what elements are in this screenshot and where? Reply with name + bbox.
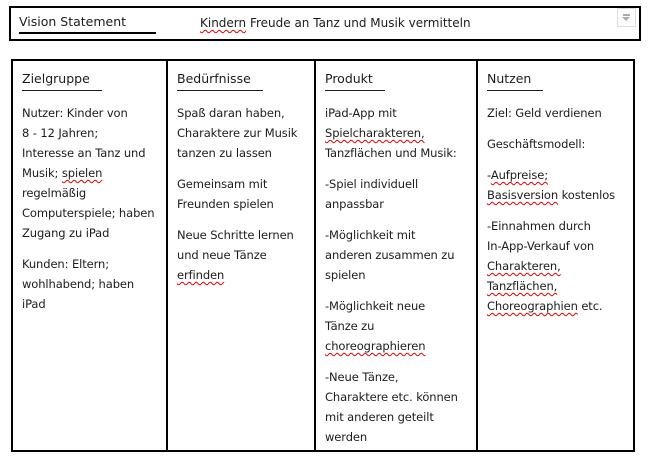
column-produkt[interactable] bbox=[314, 61, 476, 450]
paragraph bbox=[325, 174, 468, 214]
column-title-row bbox=[487, 68, 625, 103]
paragraph bbox=[487, 216, 625, 316]
vision-statement-label: Vision Statement bbox=[19, 14, 156, 34]
text-line: Charaktere etc. können bbox=[325, 390, 458, 404]
text-line bbox=[487, 276, 625, 296]
paragraph bbox=[325, 367, 468, 447]
text-line: Ziel: Geld verdienen bbox=[487, 106, 602, 120]
text-line: Gemeinsam mit bbox=[177, 177, 268, 191]
text-line: mit anderen geteilt bbox=[325, 410, 434, 424]
text-line: -Möglichkeit neue bbox=[325, 299, 426, 313]
vision-statement-header bbox=[9, 6, 641, 41]
paragraph bbox=[325, 296, 468, 356]
misspelled-word: erfinden bbox=[177, 268, 225, 282]
column-zielgruppe[interactable] bbox=[13, 61, 166, 450]
column-title-row bbox=[177, 68, 306, 103]
misspelled-word: Spielcharakteren, bbox=[325, 126, 425, 140]
text-line: Computerspiele; haben bbox=[22, 206, 155, 220]
vision-table bbox=[11, 59, 635, 452]
text-line: Charaktere zur Musik bbox=[177, 126, 298, 140]
text-line: Musik; spielen bbox=[22, 166, 103, 180]
text-line: iPad-App mit bbox=[325, 106, 397, 120]
text-line bbox=[177, 265, 306, 285]
text-line: anpassbar bbox=[325, 197, 384, 211]
text-line: spielen bbox=[325, 268, 366, 282]
paragraph bbox=[177, 174, 306, 214]
text-line: Basisversion kostenlos bbox=[487, 188, 616, 202]
vision-statement-text[interactable]: Kindern Freude an Tanz und Musik vermitteln bbox=[200, 16, 471, 30]
misspelled-word: Tanzflächen, bbox=[487, 279, 558, 293]
text-line: -Neue Tänze, bbox=[325, 370, 399, 384]
text-line: Nutzer: Kinder von bbox=[22, 106, 128, 120]
text-line: Geschäftsmodell: bbox=[487, 137, 586, 151]
text-line: Neue Schritte lernen bbox=[177, 228, 294, 242]
column-nutzen[interactable] bbox=[476, 61, 633, 450]
column-title-row bbox=[22, 68, 158, 103]
text-line: Choreographien etc. bbox=[487, 299, 603, 313]
text-line bbox=[325, 336, 468, 356]
text-line: Freunden spielen bbox=[177, 197, 274, 211]
misspelled-word: spielen bbox=[61, 166, 103, 180]
text-line: -Einnahmen durch bbox=[487, 219, 591, 233]
misspelled-word: choreographieren bbox=[325, 339, 426, 353]
text-line: -Möglichkeit mit bbox=[325, 228, 416, 242]
text-line: Interesse an Tanz und bbox=[22, 146, 146, 160]
paragraph bbox=[325, 225, 468, 285]
misspelled-word: Aufpreise; bbox=[490, 168, 549, 182]
text-line: und neue Tänze bbox=[177, 248, 267, 262]
text-line: wohlhabend; haben bbox=[22, 277, 135, 291]
paragraph bbox=[22, 103, 158, 243]
paragraph bbox=[487, 134, 625, 154]
text-line: Tänze zu bbox=[325, 319, 375, 333]
text-line: regelmäßig bbox=[22, 186, 87, 200]
text-line: tanzen zu lassen bbox=[177, 146, 272, 160]
text-line bbox=[325, 123, 468, 143]
text-line: iPad bbox=[22, 297, 46, 311]
text-line: In-App-Verkauf von bbox=[487, 239, 595, 253]
paragraph bbox=[325, 103, 468, 163]
misspelled-word: Basisversion bbox=[487, 188, 559, 202]
column-title: Zielgruppe bbox=[22, 69, 102, 91]
paragraph bbox=[177, 225, 306, 285]
misspelled-word: Charakteren, bbox=[487, 259, 561, 273]
text-line: Kunden: Eltern; bbox=[22, 257, 109, 271]
column-title: Nutzen bbox=[487, 69, 543, 91]
column-title: Produkt bbox=[325, 69, 385, 91]
text-line: -Spiel individuell bbox=[325, 177, 419, 191]
paragraph bbox=[487, 165, 625, 205]
paragraph bbox=[22, 254, 158, 314]
paragraph bbox=[487, 103, 625, 123]
misspelled-word: Choreographien bbox=[487, 299, 578, 313]
text-line: 8 - 12 Jahren; bbox=[22, 126, 99, 140]
text-line bbox=[487, 256, 625, 276]
table-dropdown-button[interactable] bbox=[617, 8, 636, 27]
text-line: Tanzflächen und Musik: bbox=[325, 146, 457, 160]
column-bed-rfnisse[interactable] bbox=[166, 61, 314, 450]
text-line: werden bbox=[325, 430, 368, 444]
misspelled-word: Kindern bbox=[200, 16, 247, 30]
column-title-row bbox=[325, 68, 468, 103]
text-line: Spaß daran haben, bbox=[177, 106, 285, 120]
column-title: Bedürfnisse bbox=[177, 69, 263, 91]
paragraph bbox=[177, 103, 306, 163]
text-line: Zugang zu iPad bbox=[22, 226, 110, 240]
text-line: anderen zusammen zu bbox=[325, 248, 455, 262]
chevron-down-icon bbox=[622, 14, 631, 22]
text-line: -Aufpreise; bbox=[487, 168, 549, 182]
